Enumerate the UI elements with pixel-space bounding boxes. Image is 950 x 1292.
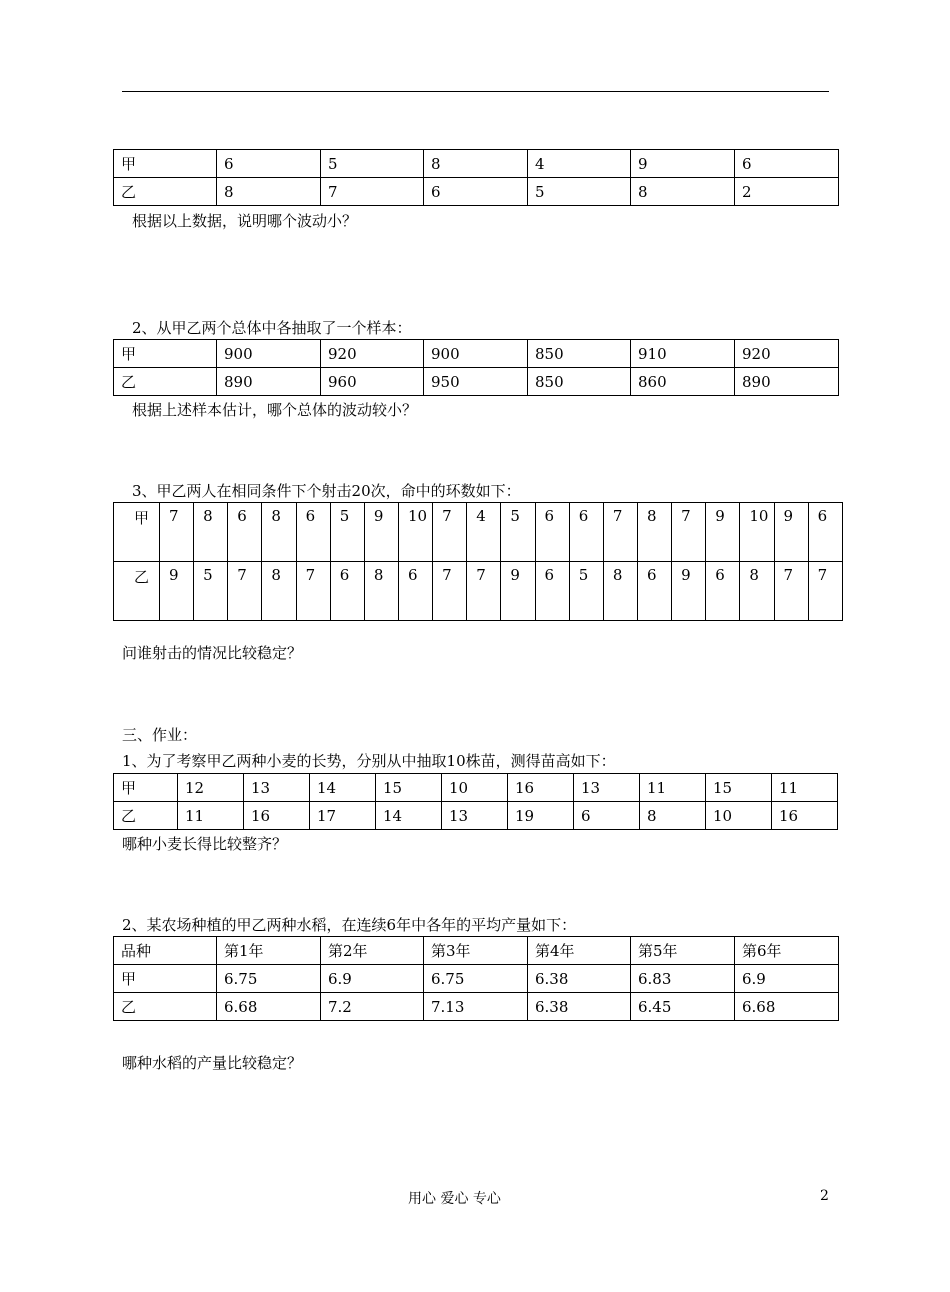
q3-question: 问谁射击的情况比较稳定？	[122, 644, 303, 662]
row-label: 甲	[114, 774, 178, 802]
table-cell: 10	[442, 774, 508, 802]
table-cell: 8	[262, 503, 296, 562]
table-cell: 16	[244, 802, 310, 830]
table-row: 乙 6.68 7.2 7.13 6.38 6.45 6.68	[114, 993, 839, 1021]
table-cell: 7	[672, 503, 706, 562]
table-cell: 19	[508, 802, 574, 830]
table-row: 乙 890 960 950 850 860 890	[114, 368, 839, 396]
table-cell: 17	[310, 802, 376, 830]
q2-title: 2、从甲乙两个总体中各抽取了一个样本：	[132, 319, 412, 337]
table-cell: 13	[574, 774, 640, 802]
table-cell: 13	[244, 774, 310, 802]
table-cell: 6	[228, 503, 262, 562]
table-cell: 11	[178, 802, 244, 830]
row-label: 乙	[114, 993, 217, 1021]
table-cell: 7	[160, 503, 194, 562]
data-table-h2	[113, 936, 839, 1021]
h2-title: 2、某农场种植的甲乙两种水稻，在连续6年中各年的平均产量如下：	[122, 916, 577, 934]
table-cell: 5	[194, 562, 228, 621]
table-cell: 5	[501, 503, 535, 562]
table-header-row: 品种 第1年 第2年 第3年 第4年 第5年 第6年	[114, 937, 839, 965]
table-cell: 4	[467, 503, 501, 562]
q3-title: 3、甲乙两人在相同条件下个射击20次，命中的环数如下：	[132, 482, 521, 500]
q2-question: 根据上述样本估计，哪个总体的波动较小？	[132, 401, 418, 419]
data-table-q1	[113, 149, 839, 206]
data-table-q3	[113, 502, 843, 621]
table-cell: 5	[569, 562, 603, 621]
table-cell: 7	[808, 562, 842, 621]
table-cell: 8	[194, 503, 228, 562]
table-cell: 16	[772, 802, 838, 830]
q1-question: 根据以上数据，说明哪个波动小？	[132, 212, 358, 230]
table-cell: 10	[740, 503, 774, 562]
h1-title: 1、为了考察甲乙两种小麦的长势，分别从中抽取10株苗，测得苗高如下：	[122, 752, 616, 770]
table-cell: 6	[330, 562, 364, 621]
table-row	[114, 503, 843, 562]
table-cell: 6	[569, 503, 603, 562]
table-cell: 8	[262, 562, 296, 621]
table-cell: 8	[740, 562, 774, 621]
table-cell: 12	[178, 774, 244, 802]
table-cell: 9	[501, 562, 535, 621]
row-label: 甲	[114, 965, 217, 993]
table-cell: 6	[296, 503, 330, 562]
row-label: 乙	[114, 802, 178, 830]
table-cell: 7	[467, 562, 501, 621]
table-cell: 9	[774, 503, 808, 562]
h2-question: 哪种水稻的产量比较稳定？	[122, 1054, 303, 1072]
table-cell: 9	[364, 503, 398, 562]
footer-motto: 用心 爱心 专心	[408, 1191, 501, 1207]
table-cell: 8	[364, 562, 398, 621]
table-cell: 15	[376, 774, 442, 802]
table-cell: 7	[433, 562, 467, 621]
table-row	[114, 774, 838, 802]
table-cell: 16	[508, 774, 574, 802]
table-cell: 6	[706, 562, 740, 621]
data-table-h1	[113, 773, 838, 830]
table-cell: 6	[808, 503, 842, 562]
h1-question: 哪种小麦长得比较整齐？	[122, 835, 288, 853]
table-cell: 9	[672, 562, 706, 621]
table-row: 乙 8 7 6 5 8 2	[114, 178, 839, 206]
row-label: 甲	[114, 503, 160, 562]
table-row: 甲 6 5 8 4 9 6	[114, 150, 839, 178]
table-cell: 8	[640, 802, 706, 830]
table-cell: 7	[433, 503, 467, 562]
row-label: 甲	[114, 150, 217, 178]
table-cell: 11	[772, 774, 838, 802]
homework-heading: 三、作业：	[122, 726, 198, 744]
table-cell: 11	[640, 774, 706, 802]
row-label: 乙	[114, 178, 217, 206]
table-cell: 8	[637, 503, 671, 562]
table-cell: 7	[296, 562, 330, 621]
table-cell: 14	[376, 802, 442, 830]
table-cell: 5	[330, 503, 364, 562]
table-cell: 9	[160, 562, 194, 621]
table-cell: 6	[398, 562, 432, 621]
row-label: 乙	[114, 562, 160, 621]
table-row	[114, 802, 838, 830]
table-cell: 10	[706, 802, 772, 830]
table-row	[114, 562, 843, 621]
table-cell: 14	[310, 774, 376, 802]
table-cell: 6	[535, 562, 569, 621]
page-number: 2	[820, 1188, 829, 1204]
table-cell: 8	[603, 562, 637, 621]
table-cell: 7	[228, 562, 262, 621]
row-label: 甲	[114, 340, 217, 368]
table-cell: 13	[442, 802, 508, 830]
data-table-q2	[113, 339, 839, 396]
row-label: 乙	[114, 368, 217, 396]
table-cell: 6	[637, 562, 671, 621]
table-row: 甲 900 920 900 850 910 920	[114, 340, 839, 368]
table-cell: 7	[774, 562, 808, 621]
header-rule	[122, 91, 829, 92]
table-cell: 6	[535, 503, 569, 562]
table-cell: 15	[706, 774, 772, 802]
table-cell: 7	[603, 503, 637, 562]
table-cell: 6	[574, 802, 640, 830]
table-cell: 10	[398, 503, 432, 562]
table-row: 甲 6.75 6.9 6.75 6.38 6.83 6.9	[114, 965, 839, 993]
table-cell: 9	[706, 503, 740, 562]
